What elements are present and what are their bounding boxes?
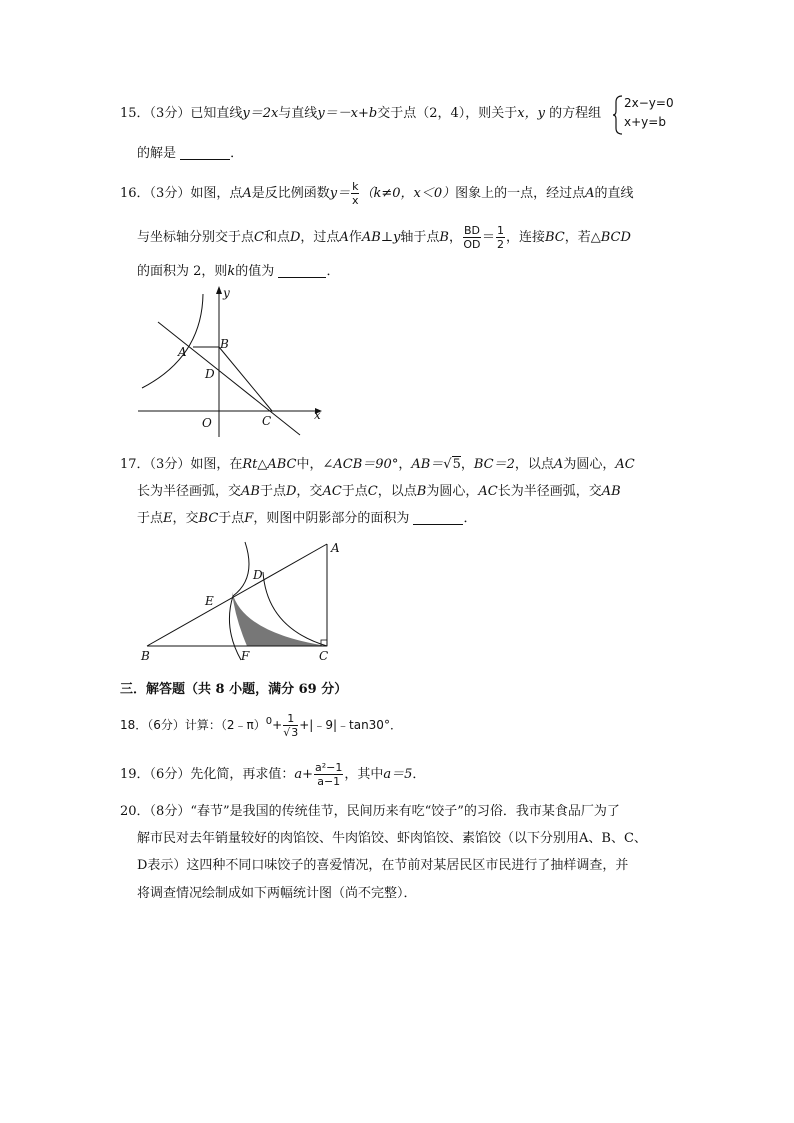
q20-number: 20．（8分） <box>120 804 191 819</box>
label-c: C <box>319 649 329 663</box>
section-title: 三．解答题（共 8 小题，满分 69 分） <box>120 682 348 697</box>
answer-blank[interactable] <box>413 524 463 525</box>
q17-line1: 17．（3分）如图，在Rt△ABC中，∠ACB＝90°，AB＝√5，BC＝2，以点A为圆心，AC <box>120 457 635 472</box>
q18-line: 18．（6分）计算：（2﹣π）$^0$+ $\frac{1}{√3}$ +|﹣9|﹣tan30°． <box>120 712 402 739</box>
q19-frac: $\frac{\text{a²−1}}{a-1}$ <box>315 761 343 788</box>
answer-blank[interactable] <box>278 277 326 278</box>
q15-number: 15．（3分） <box>120 106 191 121</box>
label-o: O <box>202 416 212 430</box>
q16-frac-bd-od: $\frac{BD}{OD}$ <box>463 224 481 251</box>
side-ab <box>147 544 327 646</box>
q15-eq1: 2x−y=0 <box>624 96 674 110</box>
q18-frac: $\frac{1}{√3}$ <box>283 712 299 739</box>
line-adc <box>158 322 300 435</box>
q16-frac-kx: $\frac{k}{x}$ <box>352 180 359 207</box>
q15-system <box>624 94 674 132</box>
q16-line1: 16．（3分）如图，点A是反比例函数y＝ $\frac{k}{x}$ （k≠0，x＜0）图象上的一点，经过点A的直线 <box>120 180 634 207</box>
q20-line1: 20．（8分）“春节”是我国的传统佳节，民间历来有吃“饺子”的习俗．我市某食品厂为了 <box>120 804 620 819</box>
label-y: y <box>223 286 230 300</box>
hyperbola-curve <box>142 294 203 388</box>
q15-line2: 的解是 ． <box>137 146 244 161</box>
label-f: F <box>241 649 250 663</box>
q20-line2: 解市民对去年销量较好的肉馅饺、牛肉馅饺、虾肉馅饺、素馅饺（以下分别用A、B、C、 <box>137 831 647 846</box>
q15-eq2: x+y=b <box>624 115 666 129</box>
segment-bc <box>219 347 272 411</box>
label-c: C <box>262 414 272 428</box>
label-d: D <box>205 367 215 381</box>
q16-figure <box>130 282 340 437</box>
q17-line3: 于点E，交BC于点F，则图中阴影部分的面积为 ． <box>137 511 477 526</box>
answer-blank[interactable] <box>180 159 230 160</box>
y-axis-arrow <box>216 286 222 294</box>
label-e: E <box>205 594 214 608</box>
q20-line3: D表示）这四种不同口味饺子的喜爱情况，在节前对某居民区市民进行了抽样调查，并 <box>137 858 629 873</box>
label-a: A <box>178 345 187 359</box>
sqrt-symbol: √ <box>283 726 291 739</box>
label-b: B <box>141 649 150 663</box>
q15-brace <box>612 94 624 136</box>
q19-number: 19．（6分） <box>120 767 191 782</box>
label-d: D <box>253 568 263 582</box>
q16-frac-half: $\frac{1}{2}$ <box>497 224 504 251</box>
label-b: B <box>220 337 229 351</box>
q16-line2: 与坐标轴分别交于点C和点D，过点A作AB⊥y轴于点B， $\frac{BD}{OD}$ ＝ $\frac{1}{2}$ ，连接BC，若△BCD <box>137 224 631 251</box>
q18-number: 18．（6分） <box>120 718 185 732</box>
q15-line1: 15．（3分）已知直线y＝2x与直线y＝－x+b交于点（2，4），则关于x，y 的方程组 <box>120 106 602 121</box>
label-x: x <box>314 408 321 422</box>
sqrt-symbol: √ <box>443 457 452 472</box>
label-a: A <box>331 541 340 555</box>
q20-line4: 将调查情况绘制成如下两幅统计图（尚不完整）． <box>137 886 417 901</box>
q19-line: 19．（6分）先化简，再求值：a+ $\frac{\text{a²−1}}{a-1}$ ，其中a＝5． <box>120 761 426 788</box>
q16-line3: 的面积为 2，则k的值为 ． <box>137 264 340 279</box>
q17-figure <box>135 538 350 668</box>
q17-line2: 长为半径画弧，交AB于点D，交AC于点C，以点B为圆心，AC长为半径画弧，交AB <box>137 484 621 499</box>
q17-number: 17．（3分） <box>120 457 191 472</box>
shaded-region <box>232 592 327 646</box>
q16-number: 16．（3分） <box>120 186 191 201</box>
